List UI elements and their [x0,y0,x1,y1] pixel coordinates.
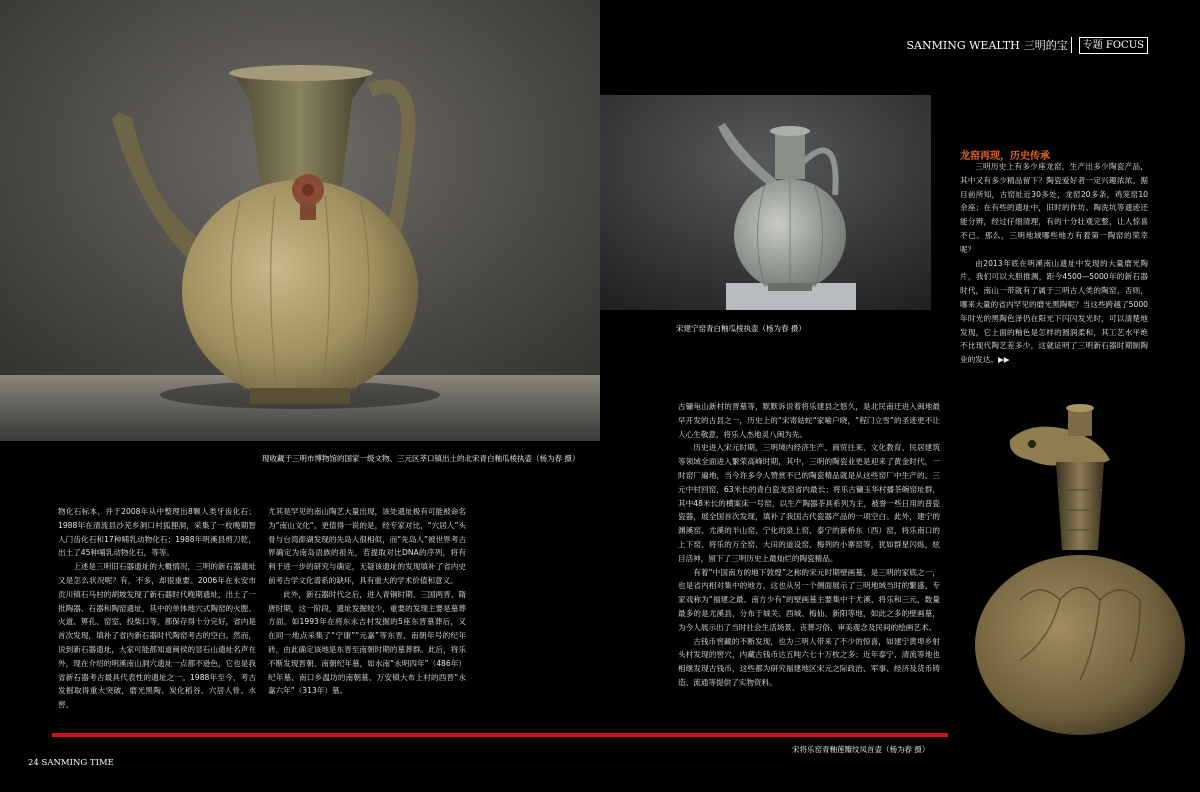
right-photo-caption: 宋将乐窑青釉莲瓣纹凤首壶（杨为春 摄） [792,745,930,754]
footer-red-rule [52,733,948,737]
page-footer [28,758,114,768]
header-tag-en: FOCUS [1105,39,1144,51]
body-column-2 [268,505,466,719]
main-photo-ewer [0,0,600,441]
page-number: 24 [28,758,39,768]
col3-paragraph-2: 历史进入宋元时期，三明境内经济生产、商贸往来、文化教育、民居建筑等领域全面进入繁荣高峰时期，其中，三明的陶瓷业更是迎来了黄金时代，一时窑厂遍地，当今许多令人赞赏不已的陶瓷精品就是从这些窑厂中生产的。三元中村回窑，63米长的青白瓷龙窑省内最长；将乐古镛玉华村播茶碗窑址群，其中48米长的横案床一号窑，以生产陶器茶具系列为主，被誉一些日用的普瓷瓷器，展全国首次发现，填补了我国古代瓷器产品的一项空白。此外，建宁的渊溪窑、尤溪的半山窑、宁化的泉上窑、泰宁的新桥东（西）窑、将乐南口的上下窑、将乐的万全窑、大田的道设窑、梅列的小寨窑等，犹如群星闪烁，炫目活神，留下了三明历史上最灿烂的陶瓷精品。 [678,443,940,563]
section-title: 龙窑再现，历史传承 [960,151,1050,162]
col2-paragraph-2: 此外，新石器时代之后，进入青铜时期、三国两晋、隋唐时期，这一阶段，遗址发掘较少，重要的发现主要是墓葬方面，如1993年在将东永吉村发掘的5座东晋墓葬后，又在同一地点采集了“宁康”“元嘉”等东晋、南朝年号的纪年砖，由此确定该地是东晋至南朝时期的墓葬群。此后，将乐不断发现晋朝、南朝纪年墓，如水南“永明四年”（486年）纪年墓、南口乡温坊的南朝墓、万安镇大布上村的西晋“永嘉六年”（313年）墓、 [268,589,466,696]
col3-paragraph-3: 有着“中国南方的地下敦煌”之称的宋元时期壁画墓，是三明的家底之一，也是省内相对集中的地方，这也从另一个侧面展示了三明地域当时的繁盛，专家戏称为“福建之最、南方少有”的壁画墓主要集中于尤溪、将乐和三元，数量最多的是尤溪县，分布于城关、西城、梅仙、新阳等地，如此之多的壁画墓，为今人展示出了当时社会生活场景、丧葬习俗、审美观念及民间的绘画艺术。 [678,567,940,632]
header-tag-cn: 专题 [1082,39,1103,51]
intro-paragraph-1: 三明历史上有多少座龙窑，生产出多少陶瓷产品，其中又有多少精品留下？陶瓷爱好者一定兴趣浓浓。据目前所知，古窑址近30多处，龙窑20多条，鸡笼窑10余座；在有些的遗址中，旧时的作坊、陶洗坑等遗迹还能分辨，经过仔细清理，有的十分壮观完整，让人惊喜不已。那么，三明地域哪些地方有着第一陶窑的荣幸呢？ [960,162,1148,254]
header-divider [1071,37,1072,53]
phoenix-ewer-illustration [960,400,1200,740]
small-photo-ewer [600,95,931,310]
small-photo-caption: 宋建宁窑青白釉瓜棱执壶（杨为春 摄） [676,324,806,333]
small-ewer-illustration [600,95,931,310]
body-column-3 [678,400,940,720]
col3-paragraph-4: 古钱币窖藏的不断发现，也为三明人带来了不少的惊喜，如建宁黄埠乡射头村发现的窖穴，内藏古钱币达五吨六七十万枚之多；近年泰宁、清流等地也相继发现古钱币，这些都为研究福建地区宋元之际政治、军事、经济及货币铸造、流通等提供了实物资料。 [678,636,940,687]
intro-paragraph-2: 由2013年底在明溪南山遗址中发现的大量磨光陶片，我们可以大胆推测，距今4500—5000年的新石器时代，南山一带就有了属于三明古人类的陶窑，否则，哪来大量的省内罕见的磨光黑陶呢？当这些跨越了5000年时光的黑陶色泽仍在阳光下闪闪发光时，可以清楚地发现，它上面的釉色是怎样的圆润柔和，其工艺水平绝不比现代陶艺差多少，这就证明了三明新石器时期制陶业的发达。▶▶ [960,258,1148,365]
col1-paragraph-2: 上述是三明旧石器遗址的大概情况，三明的新石器遗址又是怎么状况呢？有，不多，却很重要。2006年在永安市贡川镇石马村的胡坡发现了新石器时代晚期遗址，出土了一批陶器、石器和陶窑遗址，其中的单体地穴式陶窑的火膛、火道、箅孔、窑室、投柴口等，都保存得十分完好，省内是首次发现，填补了省内新石器时代陶窑考古的空白。然而，说到新石器遗址，大家可能都知道闽侯的昙石山遗址名声在外，现在介绍的明溪南山洞穴遗址一点都不逊色，它也是我省新石器考古最具代表性的遗址之一。1988年至今，考古发掘取得重大突破，磨光黑陶、炭化稻谷、穴居人骨、水窖、 [58,562,256,710]
header-tag [1079,37,1148,54]
col2-paragraph-1: 尤其是罕见的南山陶艺大量出现，该处遗址极有可能被命名为“南山文化”。更值得一说的是，经专家对比，“穴居人”头骨与台湾澎湖发现的先岛人很相似，而“先岛人”被世界考古界确定为南岛语族的祖先，若提取对比DNA的序列，将有利于进一步的研究与确定，无疑该遗址的发现填补了省内史前考古学文化谱系的缺环，具有重大的学术价值和意义。 [268,507,466,585]
main-photo-caption: 现收藏于三明市博物馆的国家一级文物、三元区莘口镇出土的北宋青白釉瓜棱执壶（杨为春 摄） [262,454,580,463]
col3-paragraph-1: 古镛龟山新村的晋墓等，默默诉说着将乐建县之悠久，是北民南迁进入闽地最早开发的古县之一，历史上的“宋寄姑蛇”家喻户晓，“程门立雪”的圣迹更不让人心生敬意，将乐人杰地灵八闽为先。 [678,402,940,439]
intro-column [960,160,1148,374]
col1-paragraph-1: 物化石标本，并于2008年从中整理出8颗人类牙齿化石；1988年在清流县沙芜乡洞口村狐狸洞，采集了一枚晚期智人门齿化石和17种哺乳动物化石；1988年明溪县剪刀乾，出土了45种哺乳动物化石，等等。 [58,507,256,558]
header-title-cn: 三明的宝 [1023,39,1068,52]
section-header [906,36,1148,54]
header-title-en: SANMING WEALTH [906,38,1020,52]
magazine-name: SANMING TIME [41,758,114,768]
ewer-illustration [0,0,600,441]
body-column-1 [58,505,256,719]
right-photo-phoenix-ewer [960,400,1200,740]
